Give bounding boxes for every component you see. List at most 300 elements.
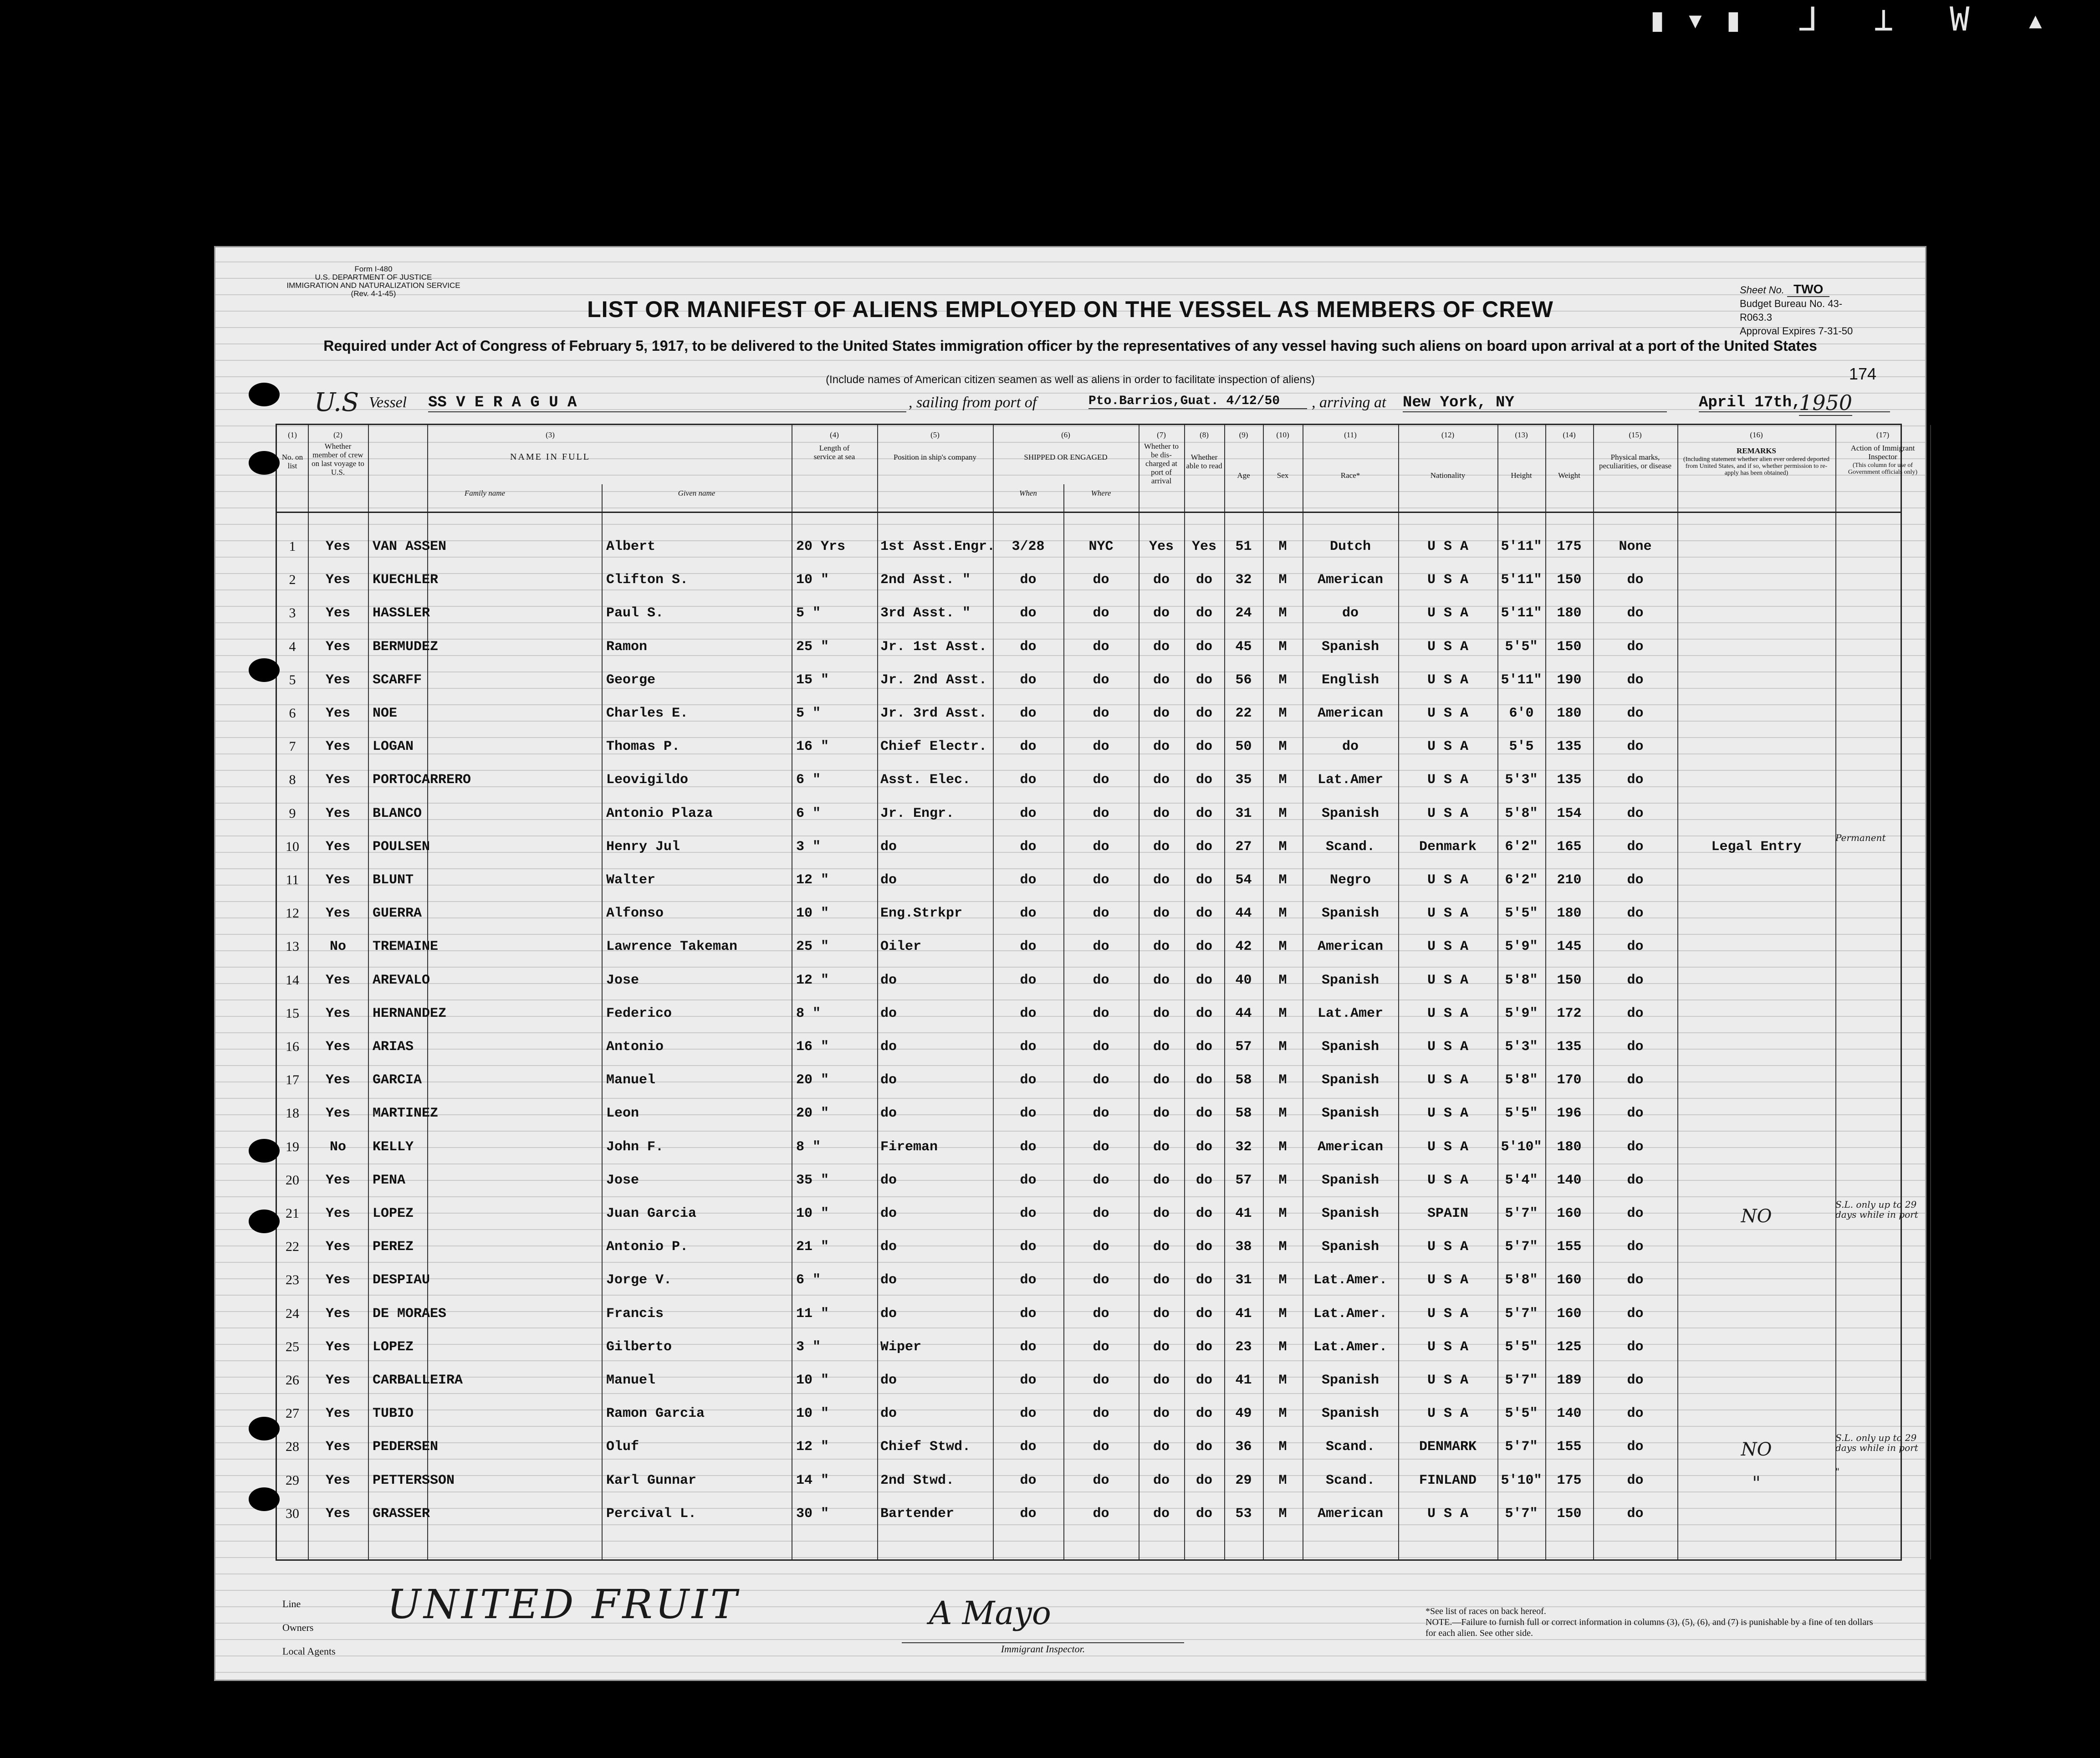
cell-given: Antonio Plaza bbox=[606, 805, 713, 821]
cell-family: LOPEZ bbox=[373, 1206, 414, 1221]
cell-where: do bbox=[1093, 1506, 1109, 1522]
cell-marks: do bbox=[1627, 1106, 1644, 1122]
cell-where: do bbox=[1093, 805, 1109, 821]
cell-family: LOGAN bbox=[373, 739, 414, 755]
cell-when: do bbox=[1020, 739, 1037, 755]
cell-age: 57 bbox=[1235, 1039, 1252, 1055]
cell-marks: do bbox=[1627, 1206, 1644, 1221]
cell-sex: M bbox=[1278, 1072, 1287, 1088]
manifest-sheet bbox=[214, 246, 1926, 1681]
col-header bbox=[1139, 431, 1184, 485]
cell-height: 5'3" bbox=[1505, 1039, 1538, 1055]
cell-no: 9 bbox=[289, 805, 296, 821]
cell-race: American bbox=[1317, 1139, 1384, 1155]
col-header bbox=[792, 431, 877, 461]
cell-sex: M bbox=[1278, 1172, 1287, 1188]
cell-given: Ramon Garcia bbox=[606, 1406, 705, 1422]
punch-hole bbox=[249, 451, 280, 475]
cell-nationality: U S A bbox=[1427, 1139, 1468, 1155]
col-note: (Including statement whether alien ever ordered deported from United States, and if so, whether permission to re-apply has been obtained) bbox=[1683, 456, 1830, 477]
cell-nationality: U S A bbox=[1427, 1005, 1468, 1021]
cell-given: John F. bbox=[606, 1139, 664, 1155]
cell-given: Henry Jul bbox=[606, 839, 680, 855]
cell-age: 38 bbox=[1235, 1239, 1252, 1255]
cell-when: do bbox=[1020, 1373, 1037, 1388]
cell-read: do bbox=[1196, 906, 1212, 922]
cell-discharged: do bbox=[1153, 1072, 1170, 1088]
vessel-name: SS V E R A G U A bbox=[428, 394, 906, 412]
cell-crew: Yes bbox=[325, 639, 350, 655]
cell-race: Spanish bbox=[1321, 1239, 1380, 1255]
col-header bbox=[1224, 431, 1263, 480]
cell-crew: Yes bbox=[325, 872, 350, 888]
table-row bbox=[277, 739, 1901, 772]
cell-race: Scand. bbox=[1325, 839, 1375, 855]
cell-when: do bbox=[1020, 1506, 1037, 1522]
cell-sex: M bbox=[1278, 1306, 1287, 1322]
cell-marks: do bbox=[1627, 706, 1644, 721]
cell-weight: 189 bbox=[1557, 1373, 1582, 1388]
form-title: LIST OR MANIFEST OF ALIENS EMPLOYED ON THE VESSEL AS MEMBERS OF CREW bbox=[587, 297, 1553, 322]
col-label: Whether able to read bbox=[1186, 453, 1222, 470]
cell-age: 31 bbox=[1235, 1272, 1252, 1288]
cell-crew: Yes bbox=[325, 1272, 350, 1288]
cell-where: do bbox=[1093, 1172, 1109, 1188]
cell-height: 6'0 bbox=[1509, 706, 1534, 721]
cell-marks: do bbox=[1627, 805, 1644, 821]
cell-read: do bbox=[1196, 605, 1212, 621]
cell-crew: Yes bbox=[325, 1106, 350, 1122]
col-header bbox=[877, 431, 993, 461]
table-row bbox=[277, 1306, 1901, 1339]
cell-weight: 150 bbox=[1557, 1506, 1582, 1522]
cell-when: do bbox=[1020, 939, 1037, 955]
cell-service: 14 " bbox=[796, 1472, 829, 1488]
cell-position: do bbox=[880, 1206, 897, 1221]
cell-family: CARBALLEIRA bbox=[373, 1373, 463, 1388]
cell-position: Eng.Strkpr bbox=[880, 906, 963, 922]
cell-nationality: U S A bbox=[1427, 572, 1468, 588]
cell-service: 12 " bbox=[796, 872, 829, 888]
cell-position: do bbox=[880, 872, 897, 888]
table-row bbox=[277, 1466, 1901, 1506]
cell-position: Chief Electr. bbox=[880, 739, 987, 755]
cell-discharged: do bbox=[1153, 1373, 1170, 1388]
cell-height: 5'7" bbox=[1505, 1206, 1538, 1221]
cell-read: do bbox=[1196, 1239, 1212, 1255]
cell-age: 58 bbox=[1235, 1106, 1252, 1122]
cell-race: Spanish bbox=[1321, 1373, 1380, 1388]
cell-sex: M bbox=[1278, 1472, 1287, 1488]
cell-read: do bbox=[1196, 772, 1212, 788]
col-header bbox=[1593, 431, 1677, 470]
cell-given: Jose bbox=[606, 1172, 639, 1188]
cell-read: do bbox=[1196, 1206, 1212, 1221]
failure-note: NOTE.—Failure to furnish full or correct information in columns (3), (5), (6), and (7) is punishable by a fine of ten dollars for each alien. See other side. bbox=[1426, 1617, 1873, 1638]
cell-sex: M bbox=[1278, 706, 1287, 721]
cell-service: 25 " bbox=[796, 939, 829, 955]
cell-height: 5'5" bbox=[1505, 1339, 1538, 1355]
table-row bbox=[277, 872, 1901, 905]
cell-weight: 180 bbox=[1557, 706, 1582, 721]
table-row bbox=[277, 605, 1901, 638]
cell-given: Oluf bbox=[606, 1439, 639, 1455]
cell-age: 40 bbox=[1235, 972, 1252, 988]
cell-marks: do bbox=[1627, 772, 1644, 788]
cell-sex: M bbox=[1278, 539, 1287, 554]
cell-when: do bbox=[1020, 1005, 1037, 1021]
table-row bbox=[277, 832, 1901, 872]
cell-no: 5 bbox=[289, 672, 296, 687]
cell-where: do bbox=[1093, 1039, 1109, 1055]
cell-discharged: do bbox=[1153, 739, 1170, 755]
cell-family: NOE bbox=[373, 706, 398, 721]
cell-service: 6 " bbox=[796, 772, 821, 788]
cell-height: 5'10" bbox=[1501, 1139, 1542, 1155]
cell-sex: M bbox=[1278, 939, 1287, 955]
cell-position: 3rd Asst. " bbox=[880, 605, 971, 621]
cell-no: 20 bbox=[286, 1172, 299, 1188]
cell-position: do bbox=[880, 1272, 897, 1288]
cell-marks: do bbox=[1627, 1373, 1644, 1388]
col-num: (15) bbox=[1629, 431, 1642, 439]
cell-when: do bbox=[1020, 906, 1037, 922]
cell-where: NYC bbox=[1088, 539, 1114, 554]
cell-height: 5'8" bbox=[1505, 972, 1538, 988]
col-header bbox=[993, 431, 1139, 461]
cell-crew: Yes bbox=[325, 772, 350, 788]
table-row bbox=[277, 539, 1901, 572]
cell-family: GUERRA bbox=[373, 906, 422, 922]
cell-crew: Yes bbox=[325, 1239, 350, 1255]
col-sub-when: When bbox=[1019, 489, 1037, 497]
cell-race: Spanish bbox=[1321, 639, 1380, 655]
cell-height: 5'11" bbox=[1501, 572, 1542, 588]
col-note: (This column for use of Government officials only) bbox=[1848, 462, 1918, 476]
cell-age: 41 bbox=[1235, 1306, 1252, 1322]
cell-marks: do bbox=[1627, 1272, 1644, 1288]
cell-discharged: do bbox=[1153, 1206, 1170, 1221]
cell-sex: M bbox=[1278, 772, 1287, 788]
table-row bbox=[277, 1406, 1901, 1439]
cell-height: 5'7" bbox=[1505, 1239, 1538, 1255]
cell-marks: do bbox=[1627, 1406, 1644, 1422]
cell-no: 25 bbox=[286, 1339, 299, 1354]
cell-crew: Yes bbox=[325, 1506, 350, 1522]
cell-sex: M bbox=[1278, 972, 1287, 988]
cell-height: 5'9" bbox=[1505, 1005, 1538, 1021]
cell-read: do bbox=[1196, 1306, 1212, 1322]
approval-expiry: Approval Expires 7-31-50 bbox=[1740, 325, 1853, 337]
sheet-no-value: TWO bbox=[1787, 282, 1829, 297]
cell-race: Lat.Amer bbox=[1317, 1005, 1384, 1021]
cell-weight: 140 bbox=[1557, 1406, 1582, 1422]
cell-crew: Yes bbox=[325, 1406, 350, 1422]
cell-sex: M bbox=[1278, 1206, 1287, 1221]
cell-discharged: do bbox=[1153, 1506, 1170, 1522]
cell-where: do bbox=[1093, 1373, 1109, 1388]
arrival-year: 1950 bbox=[1799, 390, 1853, 415]
cell-sex: M bbox=[1278, 1439, 1287, 1455]
cell-crew: Yes bbox=[325, 1439, 350, 1455]
cell-position: 2nd Asst. " bbox=[880, 572, 971, 588]
cell-position: Jr. 2nd Asst. bbox=[880, 672, 987, 688]
cell-age: 31 bbox=[1235, 805, 1252, 821]
cell-no: 14 bbox=[286, 972, 299, 988]
cell-when: do bbox=[1020, 1106, 1037, 1122]
cell-nationality: U S A bbox=[1427, 1039, 1468, 1055]
col-label: Whether to be dis-charged at port of arrival bbox=[1144, 442, 1179, 485]
cell-no: 18 bbox=[286, 1106, 299, 1121]
cell-race: American bbox=[1317, 1506, 1384, 1522]
cell-age: 44 bbox=[1235, 906, 1252, 922]
cell-family: BERMUDEZ bbox=[373, 639, 439, 655]
cell-race: Spanish bbox=[1321, 1406, 1380, 1422]
cell-discharged: do bbox=[1153, 1272, 1170, 1288]
col-label: NAME IN FULL bbox=[510, 452, 590, 462]
col-sub-given: Given name bbox=[678, 489, 715, 497]
cell-no: 21 bbox=[286, 1206, 299, 1221]
cell-family: GARCIA bbox=[373, 1072, 422, 1088]
cell-weight: 155 bbox=[1557, 1239, 1582, 1255]
cell-where: do bbox=[1093, 1139, 1109, 1155]
cell-family: MARTINEZ bbox=[373, 1106, 439, 1122]
cell-service: 10 " bbox=[796, 1206, 829, 1221]
cell-sex: M bbox=[1278, 805, 1287, 821]
cell-service: 12 " bbox=[796, 972, 829, 988]
cell-race: Spanish bbox=[1321, 1206, 1380, 1221]
cell-given: Federico bbox=[606, 1005, 672, 1021]
cell-service: 20 " bbox=[796, 1072, 829, 1088]
cell-age: 50 bbox=[1235, 739, 1252, 755]
cell-crew: Yes bbox=[325, 1306, 350, 1322]
cell-marks: do bbox=[1627, 872, 1644, 888]
cell-where: do bbox=[1093, 1472, 1109, 1488]
punch-hole bbox=[249, 1139, 280, 1163]
races-note: *See list of races on back hereof. bbox=[1426, 1606, 1546, 1616]
col-label: Nationality bbox=[1430, 471, 1466, 480]
cell-family: VAN ASSEN bbox=[373, 539, 447, 554]
film-marks: ▮▾▮ ⅃ ⊥ W ▴ bbox=[1647, 0, 2064, 38]
cell-crew: Yes bbox=[325, 805, 350, 821]
cell-service: 10 " bbox=[796, 1373, 829, 1388]
cell-race: Scand. bbox=[1325, 1439, 1375, 1455]
col-num: (6) bbox=[1061, 431, 1070, 439]
cell-height: 5'5 bbox=[1509, 739, 1534, 755]
cell-height: 5'8" bbox=[1505, 1272, 1538, 1288]
cell-no: 30 bbox=[286, 1506, 299, 1521]
cell-service: 12 " bbox=[796, 1439, 829, 1455]
table-row bbox=[277, 772, 1901, 805]
cell-no: 16 bbox=[286, 1039, 299, 1054]
cell-when: do bbox=[1020, 1339, 1037, 1355]
cell-service: 5 " bbox=[796, 706, 821, 721]
cell-weight: 135 bbox=[1557, 772, 1582, 788]
line-label: Line bbox=[282, 1598, 301, 1609]
cell-weight: 150 bbox=[1557, 572, 1582, 588]
cell-no: 13 bbox=[286, 939, 299, 954]
cell-service: 25 " bbox=[796, 639, 829, 655]
col-header bbox=[277, 431, 308, 470]
table-row bbox=[277, 672, 1901, 705]
punch-hole bbox=[249, 658, 280, 682]
cell-given: Manuel bbox=[606, 1072, 656, 1088]
cell-crew: Yes bbox=[325, 1472, 350, 1488]
cell-marks: do bbox=[1627, 639, 1644, 655]
cell-service: 15 " bbox=[796, 672, 829, 688]
col-sub-family: Family name bbox=[464, 489, 506, 497]
cell-read: do bbox=[1196, 1005, 1212, 1021]
cell-position: Jr. Engr. bbox=[880, 805, 955, 821]
cell-crew: Yes bbox=[325, 539, 350, 554]
agents-label: Local Agents bbox=[282, 1645, 336, 1657]
col-num: (11) bbox=[1344, 431, 1357, 439]
cell-when: do bbox=[1020, 1172, 1037, 1188]
cell-position: do bbox=[880, 1005, 897, 1021]
table-row bbox=[277, 1432, 1918, 1472]
cell-sex: M bbox=[1278, 605, 1287, 621]
cell-weight: 180 bbox=[1557, 1139, 1582, 1155]
col-label: Physical marks, peculiarities, or disease bbox=[1599, 453, 1672, 470]
cell-discharged: do bbox=[1153, 572, 1170, 588]
cell-nationality: U S A bbox=[1427, 872, 1468, 888]
cell-height: 5'7" bbox=[1505, 1373, 1538, 1388]
cell-service: 6 " bbox=[796, 805, 821, 821]
cell-discharged: do bbox=[1153, 939, 1170, 955]
cell-age: 44 bbox=[1235, 1005, 1252, 1021]
arriving-label: , arriving at bbox=[1312, 394, 1386, 411]
cell-marks: None bbox=[1619, 539, 1652, 554]
cell-family: PETTERSSON bbox=[373, 1472, 455, 1488]
cell-where: do bbox=[1093, 739, 1109, 755]
cell-family: HASSLER bbox=[373, 605, 430, 621]
cell-read: do bbox=[1196, 1039, 1212, 1055]
cell-position: Jr. 1st Asst. bbox=[880, 639, 987, 655]
cell-race: Spanish bbox=[1321, 1039, 1380, 1055]
cell-marks: do bbox=[1627, 672, 1644, 688]
cell-nationality: U S A bbox=[1427, 1306, 1468, 1322]
cell-weight: 172 bbox=[1557, 1005, 1582, 1021]
cell-no: 11 bbox=[286, 872, 299, 887]
cell-weight: 175 bbox=[1557, 1472, 1582, 1488]
cell-weight: 145 bbox=[1557, 939, 1582, 955]
col-label: Sex bbox=[1277, 471, 1289, 480]
cell-race: Spanish bbox=[1321, 1106, 1380, 1122]
table-row bbox=[277, 1139, 1901, 1172]
cell-read: do bbox=[1196, 1139, 1212, 1155]
cell-age: 23 bbox=[1235, 1339, 1252, 1355]
table-row bbox=[277, 1106, 1901, 1138]
cell-height: 5'3" bbox=[1505, 772, 1538, 788]
cell-family: AREVALO bbox=[373, 972, 430, 988]
cell-age: 22 bbox=[1235, 706, 1252, 721]
punch-hole bbox=[249, 1210, 280, 1233]
table-row bbox=[277, 1373, 1901, 1405]
cell-sex: M bbox=[1278, 1373, 1287, 1388]
cell-sex: M bbox=[1278, 1239, 1287, 1255]
cell-position: 1st Asst.Engr. bbox=[880, 539, 996, 554]
cell-position: Bartender bbox=[880, 1506, 955, 1522]
cell-nationality: U S A bbox=[1427, 906, 1468, 922]
cell-service: 6 " bbox=[796, 1272, 821, 1288]
cell-nationality: U S A bbox=[1427, 772, 1468, 788]
punch-hole bbox=[249, 1487, 280, 1511]
cell-crew: Yes bbox=[325, 1206, 350, 1221]
cell-when: do bbox=[1020, 1306, 1037, 1322]
col-num: (10) bbox=[1276, 431, 1289, 439]
cell-where: do bbox=[1093, 1239, 1109, 1255]
cell-given: Percival L. bbox=[606, 1506, 697, 1522]
cell-family: BLANCO bbox=[373, 805, 422, 821]
cell-family: HERNANDEZ bbox=[373, 1005, 447, 1021]
cell-position: do bbox=[880, 1373, 897, 1388]
cell-race: Lat.Amer bbox=[1317, 772, 1384, 788]
cell-where: do bbox=[1093, 772, 1109, 788]
cell-race: Spanish bbox=[1321, 805, 1380, 821]
cell-marks: do bbox=[1627, 1339, 1644, 1355]
cell-discharged: do bbox=[1153, 839, 1170, 855]
cell-weight: 155 bbox=[1557, 1439, 1582, 1455]
cell-when: do bbox=[1020, 1039, 1037, 1055]
cell-weight: 135 bbox=[1557, 739, 1582, 755]
cell-race: Spanish bbox=[1321, 906, 1380, 922]
cell-height: 5'5" bbox=[1505, 1406, 1538, 1422]
cell-position: Jr. 3rd Asst. bbox=[880, 706, 987, 721]
cell-given: Jorge V. bbox=[606, 1272, 672, 1288]
cell-position: do bbox=[880, 1406, 897, 1422]
cell-given: Albert bbox=[606, 539, 656, 554]
cell-where: do bbox=[1093, 972, 1109, 988]
cell-height: 5'10" bbox=[1501, 1472, 1542, 1488]
cell-no: 27 bbox=[286, 1406, 299, 1421]
cell-discharged: do bbox=[1153, 1472, 1170, 1488]
cell-service: 10 " bbox=[796, 572, 829, 588]
cell-discharged: do bbox=[1153, 1406, 1170, 1422]
cell-where: do bbox=[1093, 1439, 1109, 1455]
cell-when: do bbox=[1020, 672, 1037, 688]
inspector-label: Immigrant Inspector. bbox=[902, 1642, 1184, 1655]
cell-family: BLUNT bbox=[373, 872, 414, 888]
cell-remarks: Legal Entry bbox=[1711, 839, 1802, 855]
cell-discharged: Yes bbox=[1149, 539, 1174, 554]
col-label: Action of Immigrant Inspector bbox=[1850, 444, 1915, 461]
col-header bbox=[1263, 431, 1303, 480]
cell-marks: do bbox=[1627, 1172, 1644, 1188]
cell-position: Fireman bbox=[880, 1139, 938, 1155]
cell-height: 5'8" bbox=[1505, 805, 1538, 821]
cell-where: do bbox=[1093, 1206, 1109, 1221]
cell-service: 35 " bbox=[796, 1172, 829, 1188]
cell-no: 26 bbox=[286, 1373, 299, 1388]
cell-family: DE MORAES bbox=[373, 1306, 447, 1322]
cell-nationality: U S A bbox=[1427, 539, 1468, 554]
cell-given: Leon bbox=[606, 1106, 639, 1122]
cell-marks: do bbox=[1627, 1239, 1644, 1255]
cell-marks: do bbox=[1627, 739, 1644, 755]
col-label: Length of service at sea bbox=[813, 444, 855, 461]
cell-crew: No bbox=[329, 1139, 346, 1155]
cell-nationality: U S A bbox=[1427, 706, 1468, 721]
cell-crew: Yes bbox=[325, 672, 350, 688]
cell-family: POULSEN bbox=[373, 839, 430, 855]
cell-read: do bbox=[1196, 1472, 1212, 1488]
cell-weight: 170 bbox=[1557, 1072, 1582, 1088]
col-header bbox=[1677, 431, 1835, 477]
cell-service: 16 " bbox=[796, 1039, 829, 1055]
cell-nationality: U S A bbox=[1427, 1373, 1468, 1388]
cell-sex: M bbox=[1278, 1139, 1287, 1155]
cell-no: 28 bbox=[286, 1439, 299, 1455]
